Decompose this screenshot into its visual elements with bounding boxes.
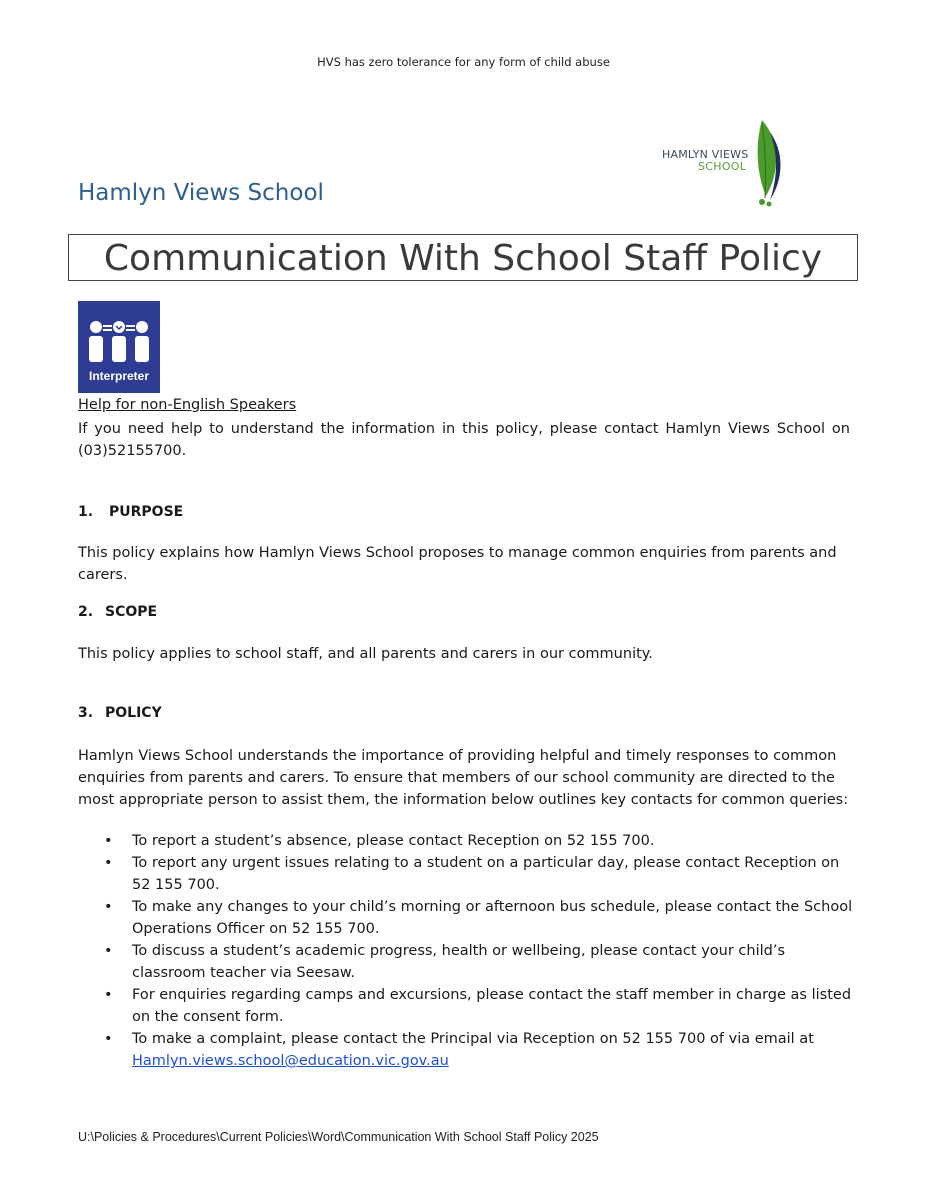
logo-line2: SCHOOL — [698, 160, 747, 173]
scope-heading — [78, 604, 157, 620]
purpose-heading — [78, 504, 183, 520]
list-item: • To make a complaint, please contact the Principal via Reception on 52 155 700 of via email at Hamlyn.views.school@education.vic.gov.au — [104, 1031, 814, 1069]
scope-text: This policy applies to school staff, and all parents and carers in our community. — [78, 646, 653, 662]
interpreter-symbol — [78, 301, 160, 393]
logo-line1: HAMLYN VIEWS — [662, 148, 749, 161]
leaf-icon — [748, 118, 788, 208]
school-logo — [660, 118, 790, 208]
help-text: If you need help to understand the information in this policy, please contact Hamlyn Views School on (03)52155700. — [78, 421, 850, 459]
policy-heading — [78, 705, 162, 721]
purpose-number: 1. — [78, 504, 94, 520]
interpreter-label: Interpreter — [88, 369, 150, 383]
policy-title-box — [68, 234, 858, 281]
policy-number: 3. — [78, 705, 94, 721]
list-item: • To discuss a student’s academic progress, health or wellbeing, please contact your child’s classroom teacher via Seesaw. — [104, 943, 786, 981]
policy-title-heading: POLICY — [105, 705, 162, 721]
help-title: Help for non-English Speakers — [78, 397, 297, 413]
contacts-list — [78, 830, 853, 1072]
purpose-title: PURPOSE — [109, 504, 184, 520]
policy-intro: Hamlyn Views School understands the importance of providing helpful and timely responses to common enquiries from parents and carers. To ensure that members of our school community are directed to the most appropriate person to assist them, the information below outlines key contacts for common queries: — [78, 748, 849, 808]
scope-number: 2. — [78, 604, 94, 620]
list-item: • To report a student’s absence, please contact Reception on 52 155 700. — [104, 833, 655, 849]
list-item: • To make any changes to your child’s morning or afternoon bus schedule, please contact the School Operations Officer on 52 155 700. — [104, 899, 853, 937]
list-item: • To report any urgent issues relating to a student on a particular day, please contact Reception on 52 155 700. — [104, 855, 840, 893]
purpose-text: This policy explains how Hamlyn Views School proposes to manage common enquiries from parents and carers. — [78, 545, 837, 583]
school-name: Hamlyn Views School — [78, 180, 324, 206]
list-item: • For enquiries regarding camps and excursions, please contact the staff member in charge as listed on the consent form. — [104, 987, 852, 1025]
policy-title: Communication With School Staff Policy — [103, 238, 823, 279]
email-link[interactable]: Hamlyn.views.school@education.vic.gov.au — [132, 1053, 449, 1069]
interpreter-people-icon — [86, 319, 152, 367]
header-note: HVS has zero tolerance for any form of child abuse — [317, 55, 610, 69]
footer-path: U:\Policies & Procedures\Current Policies\Word\Communication With School Staff Policy 2025 — [78, 1130, 599, 1144]
scope-title: SCOPE — [105, 604, 158, 620]
